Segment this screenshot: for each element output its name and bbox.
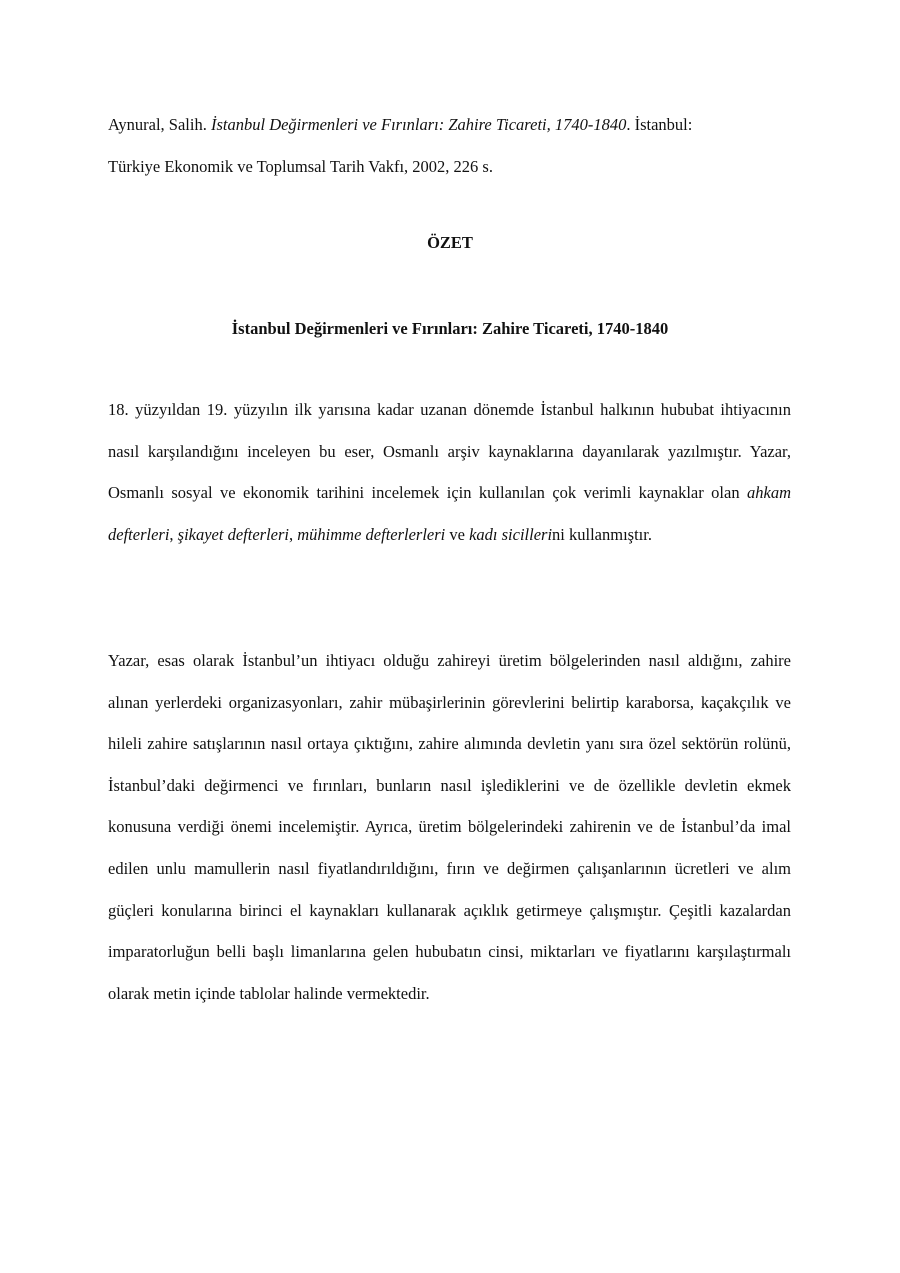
- paragraph1-separator: ,: [289, 524, 298, 544]
- paragraph1-separator: ve: [445, 524, 470, 544]
- abstract-title: İstanbul Değirmenleri ve Fırınları: Zahire Ticareti, 1740-1840: [231, 319, 669, 338]
- paragraph1-separator: ,: [169, 524, 178, 544]
- citation-book-title: İstanbul Değirmenleri ve Fırınları: Zahire Ticareti, 1740-1840: [210, 115, 627, 134]
- citation-author: Aynural, Salih.: [108, 115, 211, 134]
- citation-publisher-part1: . İstanbul:: [626, 115, 693, 134]
- abstract-paragraph-1: [108, 389, 791, 555]
- paragraph1-text: 18. yüzyıldan 19. yüzyılın ilk yarısına kadar uzanan dönemde İstanbul halkının hububat ihtiyacının nasıl karşılandığını inceleyen bu eser, Osmanlı arşiv kaynaklarına dayanılarak yazılmıştır. Yazar, Osmanlı sosyal ve ekonomik tarihini incelemek için kullanılan çok verimli kaynaklar olan: [108, 400, 791, 503]
- citation-publisher-part2: Türkiye Ekonomik ve Toplumsal Tarih Vakfı, 2002, 226 s.: [108, 157, 493, 176]
- paragraph1-italic-ahkam: ahkam defterleri: [108, 483, 791, 544]
- bibliographic-citation: [108, 104, 808, 188]
- abstract-paragraph-2: Yazar, esas olarak İstanbul’un ihtiyacı olduğu zahireyi üretim bölgelerinden nasıl aldığını, zahire alınan yerlerdeki organizasyonları, zahir mübaşirlerinin görevlerini belirtip karaborsa, kaçakçılık ve hileli zahire satışlarının nasıl ortaya çıktığını, zahire alımında devletin yanı sıra özel sektörün rolünü, İstanbul’daki değirmenci ve fırınları, bunların nasıl işlediklerini ve de özellikle devletin ekmek konusuna verdiği önemi incelemiştir. Ayrıca, üretim bölgelerindeki zahirenin ve de İstanbul’da imal edilen unlu mamullerin nasıl fiyatlandırıldığını, fırın ve değirmen çalışanlarının ücretleri ve alım güçleri konularına birinci el kaynakları kullanarak açıklık getirmeye çalışmıştır. Çeşitli kazalardan imparatorluğun belli başlı limanlarına gelen hububatın cinsi, miktarları ve fiyatlarını karşılaştırmalı olarak metin içinde tablolar halinde vermektedir.: [108, 651, 791, 1003]
- section-heading: ÖZET: [427, 233, 473, 252]
- paragraph1-italic-muhimme: mühimme defterlerleri: [297, 524, 446, 544]
- paragraph1-italic-sikayet: şikayet defterleri: [177, 524, 289, 544]
- paragraph1-end: ni kullanmıştır.: [552, 524, 652, 544]
- paragraph1-italic-kadi: kadı sicilleri: [469, 524, 553, 544]
